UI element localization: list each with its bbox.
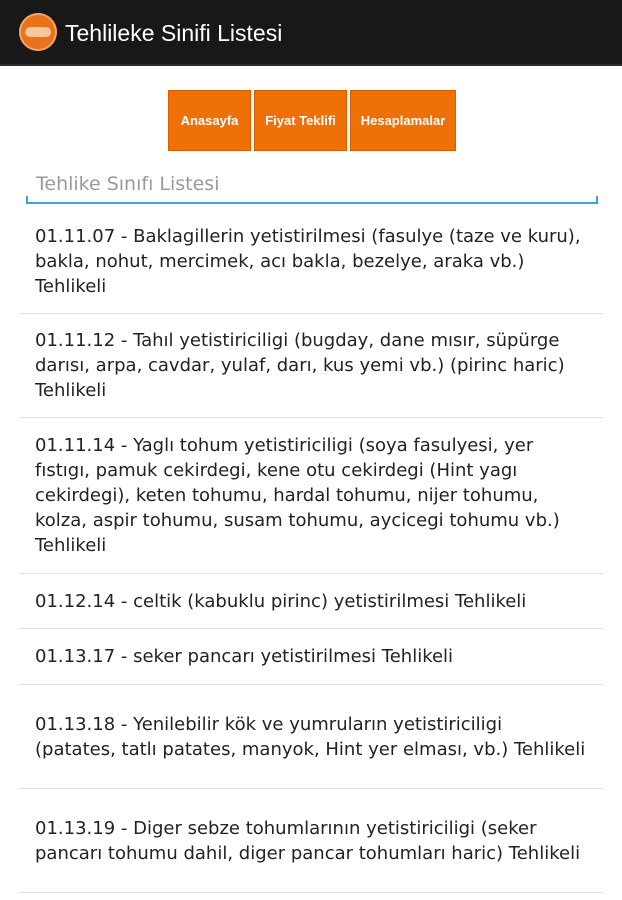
home-button[interactable]: Anasayfa [168,90,251,151]
list-item[interactable]: 01.11.14 - Yaglı tohum yetistiriciligi (soya fasulyesi, yer fıstıgı, pamuk cekirdegi, kene otu cekirdegi (Hint yagı cekirdegi), keten tohumu, hardal tohumu, nijer tohumu, kolza, aspir tohumu, susam tohumu, aycicegi tohumu vb.) Tehlikeli [19,418,603,574]
search-box [26,166,598,204]
action-bar [0,0,622,66]
list-item[interactable]: 01.11.12 - Tahıl yetistiriciligi (bugday, dane mısır, süpürge darısı, arpa, cavdar, yulaf, darı, kus yemi vb.) (pirinc haric) Tehlikeli [19,314,603,418]
price-quote-button[interactable]: Fiyat Teklifi [254,90,347,151]
list-item[interactable]: 01.13.17 - seker pancarı yetistirilmesi Tehlikeli [19,629,603,685]
calculations-button[interactable]: Hesaplamalar [350,90,456,151]
hazard-class-list [19,210,603,893]
list-item[interactable]: 01.13.18 - Yenilebilir kök ve yumruların yetistiriciligi (patates, tatlı patates, manyok, Hint yer elması, vb.) Tehlikeli [19,685,603,789]
list-item[interactable]: 01.13.19 - Diger sebze tohumlarının yetistiriciligi (seker pancarı tohumu dahil, diger pancar tohumları haric) Tehlikeli [19,789,603,893]
search-input[interactable] [26,166,598,202]
search-underline [26,202,598,204]
list-item[interactable]: 01.11.07 - Baklagillerin yetistirilmesi (fasulye (taze ve kuru), bakla, nohut, mercimek, acı bakla, bezelye, araka vb.) Tehlikeli [19,210,603,314]
company-logo-icon[interactable] [19,13,57,51]
app-title: Tehlileke Sinifi Listesi [65,20,283,46]
list-item[interactable]: 01.12.14 - celtik (kabuklu pirinc) yetistirilmesi Tehlikeli [19,574,603,629]
